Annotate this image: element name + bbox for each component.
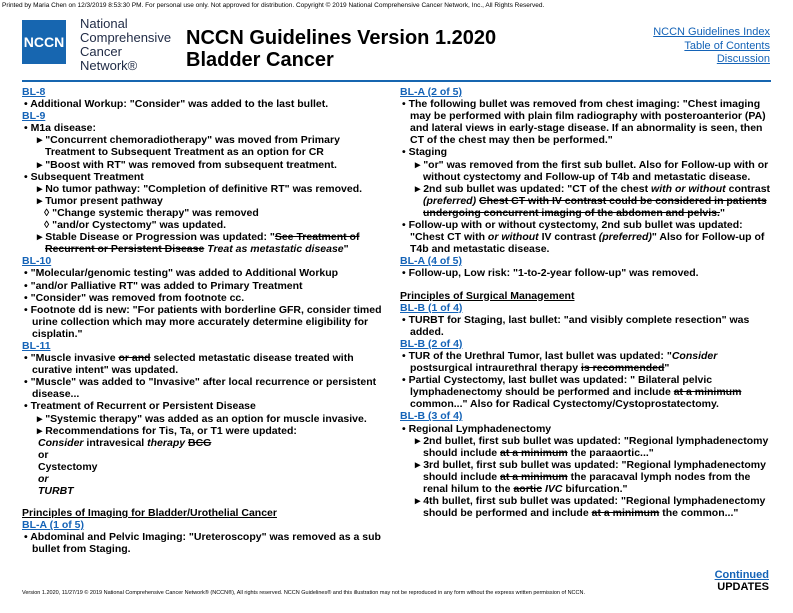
item-text: 2nd bullet, first sub bullet was updated: "Regional lymphadenectomy should include	[423, 434, 769, 459]
list-item: ▸ "Concurrent chemoradiotherapy" was moved from Primary Treatment to Subsequent Treatment as an option for CR	[37, 134, 340, 159]
struck-text: at a minimum	[591, 507, 660, 520]
list-item: ▸ 2nd bullet, first sub bullet was updated: "Regional lymphadenectomy should include at a minimum the paraaortic..."	[415, 434, 769, 459]
item-text: Follow-up, Low risk: "1-to-2-year follow-up" was removed.	[408, 267, 699, 280]
item-text: 4th bullet, first sub bullet was updated: "Regional lymphadenectomy should be performed and include	[423, 495, 766, 520]
item-text: No tumor pathway: "Completion of definitive RT" was removed.	[45, 182, 363, 195]
section-link-bl10[interactable]: BL-10	[22, 255, 52, 268]
title-line: NCCN Guidelines Version 1.2020	[186, 27, 497, 49]
section-title-imaging: Principles of Imaging for Bladder/Urothelial Cancer	[22, 507, 277, 520]
item-text: IV contrast	[538, 231, 599, 244]
recommendation	[22, 437, 384, 449]
title-line: Bladder Cancer	[186, 49, 334, 71]
list-item: ◊ "and/or Cystectomy" was updated.	[44, 219, 227, 232]
nccn-logo: NCCN	[22, 20, 66, 64]
item-text: TURBT for Staging, last bullet: "and visibly complete resection" was added.	[408, 313, 750, 338]
item-text: IVC	[542, 483, 563, 495]
struck-text: See Treatment of Recurrent or Persistent Disease	[45, 231, 360, 256]
section-link-blb3[interactable]: BL-B (3 of 4)	[400, 410, 463, 423]
item-text: Treat as metastatic disease	[207, 243, 344, 256]
list-item: • "Muscle" was added to "Invasive" after local recurrence or persistent disease...	[24, 376, 377, 401]
item-text: "Muscle" was added to "Invasive" after local recurrence or persistent disease...	[30, 376, 377, 401]
list-item: ▸ "Boost with RT" was removed from subsequent treatment.	[37, 158, 337, 171]
struck-text: at a minimum	[673, 386, 742, 399]
section-link-blb2[interactable]: BL-B (2 of 4)	[400, 337, 463, 350]
list-item: • TURBT for Staging, last bullet: "and visibly complete resection" was added.	[402, 313, 750, 338]
section-title-surgical: Principles of Surgical Management	[400, 289, 575, 302]
item-text: contrast	[725, 182, 771, 195]
list-item: ▸ 4th bullet, first sub bullet was updated: "Regional lymphadenectomy should be performed and include at a minimum the common..."	[415, 495, 766, 520]
item-text: (preferred)	[598, 231, 652, 244]
struck-text: at a minimum	[500, 446, 568, 459]
list-item: ▸ Recommendations for Tis, Ta, or T1 were updated:	[37, 424, 297, 437]
item-text: Abdominal and Pelvic Imaging: "Ureteroscopy" was removed as a sub bullet from Staging.	[30, 531, 381, 556]
section-link-bla2[interactable]: BL-A (2 of 5)	[400, 86, 463, 98]
item-text: "Systemic therapy" was added as an option for muscle invasive.	[45, 412, 367, 425]
item-text: "Boost with RT" was removed from subsequent treatment.	[45, 158, 337, 171]
list-item: • M1a disease:	[24, 122, 96, 135]
list-item: • The following bullet was removed from chest imaging: "Chest imaging may be performed with plain film radiography with posteroanterior (PA) and lateral views in early-stage disease. If an abnormality is seen, then CT of the chest may then be performed."	[402, 98, 766, 147]
struck-text: aortic	[513, 483, 543, 495]
recommendation: TURBT	[38, 485, 74, 498]
list-item: • "and/or Palliative RT" was added to Primary Treatment	[24, 279, 303, 292]
recommendation: or	[38, 473, 49, 485]
right-column	[400, 86, 772, 519]
item-text: "	[664, 362, 670, 375]
item-text: "and/or Palliative RT" was added to Primary Treatment	[30, 279, 303, 292]
org-line: Network®	[80, 58, 138, 73]
struck-text: or and	[118, 352, 151, 365]
list-item: • Staging	[402, 146, 448, 159]
list-item: • "Muscle invasive or and selected metastatic disease treated with curative intent" was updated.	[24, 352, 354, 377]
item-text: 2nd sub bullet was updated: "CT of the chest	[423, 182, 652, 195]
continued-block	[715, 569, 769, 593]
list-item: • Abdominal and Pelvic Imaging: "Ureteroscopy" was removed as a sub bullet from Staging.	[24, 531, 381, 556]
list-item: ▸ No tumor pathway: "Completion of definitive RT" was removed.	[37, 182, 363, 195]
item-text: Staging	[408, 146, 448, 159]
item-text: "Muscle invasive	[30, 352, 119, 365]
section-link-bla1[interactable]: BL-A (1 of 5)	[22, 519, 85, 532]
section-link-bl9[interactable]: BL-9	[22, 110, 46, 123]
left-column	[22, 86, 384, 556]
item-text: Partial Cystectomy, last bullet was updated: " Bilateral pelvic lymphadenectomy should be performed and include	[408, 374, 713, 399]
item-text: 3rd bullet, first sub bullet was updated: "Regional lymphadenectomy should include	[423, 458, 766, 483]
section-link-bl11[interactable]: BL-11	[22, 339, 51, 352]
org-line: National	[80, 16, 128, 31]
list-item: ▸ "or" was removed from the first sub bullet. Also for Follow-up with or without cystectomy and Follow-up of T4b and metastatic disease.	[415, 158, 769, 183]
item-text: Recommendations for Tis, Ta, or T1 were updated:	[45, 424, 297, 437]
org-line: Cancer	[80, 44, 122, 59]
guidelines-index-link[interactable]: NCCN Guidelines Index	[653, 26, 770, 38]
organization-name	[80, 17, 171, 73]
item-text: therapy	[147, 436, 186, 449]
recommendation: or	[38, 448, 49, 461]
list-item: • TUR of the Urethral Tumor, last bullet was updated: "Consider postsurgical intraurethral therapy is recommended"	[402, 349, 718, 375]
item-text: (preferred)	[423, 194, 477, 207]
print-notice: Printed by Maria Chen on 12/3/2019 8:53:30 PM. For personal use only. Not approved for distribution. Copyright © 2019 National Comprehensive Cancer Network, Inc., All Rights Reserved.	[2, 2, 545, 9]
section-link-blb1[interactable]: BL-B (1 of 4)	[400, 301, 463, 314]
section-link-bl8[interactable]: BL-8	[22, 86, 46, 98]
list-item: • Regional Lymphadenectomy	[402, 422, 552, 435]
list-item: • Additional Workup: "Consider" was added to the last bullet.	[24, 98, 329, 111]
item-text: common..." Also for Radical Cystectomy/Cystoprostatectomy.	[410, 398, 719, 411]
list-item: • Treatment of Recurrent or Persistent Disease	[24, 400, 256, 413]
item-text: " Also for Follow-up of T4b and metastatic disease.	[410, 231, 765, 256]
header-divider	[22, 80, 771, 82]
item-text: M1a disease:	[30, 122, 96, 135]
list-item: ▸ Stable Disease or Progression was updated: "See Treatment of Recurrent or Persistent Disease Treat as metastatic disease"	[37, 231, 360, 256]
item-text: Additional Workup: "Consider" was added to the last bullet.	[30, 98, 329, 111]
item-text: Footnote dd is new: "For patients with borderline GFR, consider timed urine collection which may more accurately determine eligibility for cisplatin."	[30, 303, 382, 340]
item-text: "Concurrent chemoradiotherapy" was moved from Primary Treatment to Subsequent Treatment as an option for CR	[45, 134, 340, 159]
item-text: Consider	[38, 436, 84, 449]
list-item: • "Consider" was removed from footnote cc.	[24, 291, 245, 304]
continued-link[interactable]: Continued	[714, 569, 769, 581]
item-text: "Consider" was removed from footnote cc.	[30, 291, 245, 304]
list-item: ▸ 3rd bullet, first sub bullet was updated: "Regional lymphadenectomy should include at a minimum the paracaval lymph nodes from the renal hilum to the aortic IVC bifurcation."	[415, 458, 766, 495]
item-text: "	[719, 206, 725, 219]
list-item: • Subsequent Treatment	[24, 170, 144, 183]
list-item: ▸ 2nd sub bullet was updated: "CT of the chest with or without contrast (preferred) Chest CT with IV contrast could be considered in patients undergoing concurrent imaging of the abdomen and pelvis."	[415, 182, 771, 219]
list-item: • "Molecular/genomic testing" was added to Additional Workup	[24, 267, 339, 280]
list-item: • Follow-up, Low risk: "1-to-2-year follow-up" was removed.	[402, 267, 699, 280]
list-item: • Footnote dd is new: "For patients with borderline GFR, consider timed urine collection which may more accurately determine eligibility for cisplatin."	[24, 303, 382, 340]
list-item: • Follow-up with or without cystectomy, 2nd sub bullet was updated: "Chest CT with or without IV contrast (preferred)" Also for Follow-up of T4b and metastatic disease.	[402, 219, 765, 256]
struck-text: is recommended	[580, 362, 665, 375]
item-text: selected metastatic disease treated with curative intent" was updated.	[32, 352, 354, 377]
recommendation: Cystectomy	[38, 460, 98, 473]
list-item: • Partial Cystectomy, last bullet was updated: " Bilateral pelvic lymphadenectomy should be performed and include at a minimum common..." Also for Radical Cystectomy/Cystoprostatectomy.	[402, 374, 742, 411]
item-text: Subsequent Treatment	[30, 170, 144, 183]
table-of-contents-link[interactable]: Table of Contents	[684, 39, 770, 52]
item-text: intravesical	[83, 436, 148, 449]
item-text: TUR of the Urethral Tumor, last bullet was updated: "	[408, 349, 672, 362]
item-text: with or without	[651, 182, 726, 195]
nav-links	[653, 26, 770, 67]
item-text: the paracaval lymph nodes from the renal hilum to the	[423, 470, 751, 495]
item-text: "Molecular/genomic testing" was added to Additional Workup	[30, 267, 339, 280]
item-text: "and/or Cystectomy" was updated.	[52, 219, 227, 232]
item-text: Stable Disease or Progression was updated: "	[45, 231, 275, 244]
list-item: ▸ Tumor present pathway	[37, 194, 163, 207]
item-text: or without	[487, 231, 539, 244]
item-text: Tumor present pathway	[45, 194, 163, 207]
list-item: ▸ "Systemic therapy" was added as an option for muscle invasive.	[37, 412, 367, 425]
struck-text: BCG	[188, 436, 212, 449]
page-title	[186, 27, 496, 71]
org-line: Comprehensive	[80, 30, 172, 45]
item-text: "Change systemic therapy" was removed	[52, 206, 259, 219]
list-item: ◊ "Change systemic therapy" was removed	[44, 206, 259, 219]
item-text: Follow-up with or without cystectomy, 2nd sub bullet was updated: "Chest CT with	[408, 219, 743, 244]
item-text: bifurcation."	[562, 483, 628, 495]
section-link-bla4[interactable]: BL-A (4 of 5)	[400, 255, 463, 268]
updates-label: UPDATES	[717, 581, 769, 593]
item-text: postsurgical intraurethral therapy	[410, 362, 581, 375]
item-text: Regional Lymphadenectomy	[408, 422, 552, 435]
footer-copyright: Version 1.2020, 11/27/19 © 2019 National Comprehensive Cancer Network® (NCCN®), All rights reserved. NCCN Guidelines® and this illustration may not be reproduced in any form without the express written permission of NCCN.	[22, 590, 585, 596]
item-text: the paraaortic..."	[567, 446, 654, 459]
item-text: The following bullet was removed from chest imaging: "Chest imaging may be performed with plain film radiography with posteroanterior (PA) and lateral views in early-stage disease. If an abnormality is seen, then CT of the chest may then be performed."	[408, 98, 766, 147]
item-text: the common..."	[659, 507, 739, 520]
discussion-link[interactable]: Discussion	[716, 53, 770, 65]
item-text: "or" was removed from the first sub bullet. Also for Follow-up with or without cystectomy and Follow-up of T4b and metastatic disease.	[423, 158, 769, 183]
struck-text: Chest CT with IV contrast could be considered in patients undergoing concurrent imaging of the abdomen and pelvis.	[423, 194, 767, 219]
item-text: Consider	[671, 349, 718, 362]
struck-text: at a minimum	[500, 470, 568, 483]
item-text: Treatment of Recurrent or Persistent Disease	[30, 400, 256, 413]
